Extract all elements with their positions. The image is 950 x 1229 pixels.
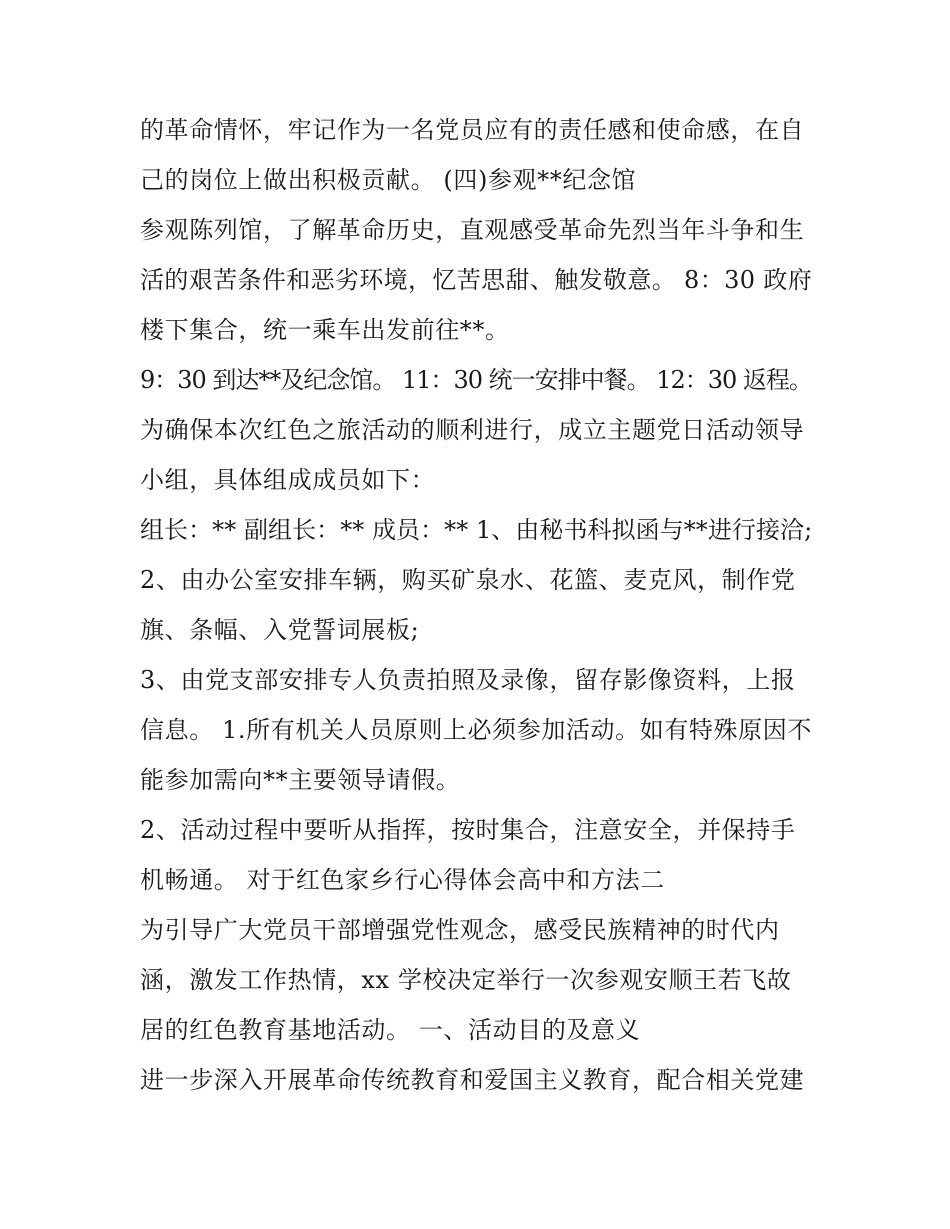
text-line: 小组，具体组成成员如下： (140, 466, 436, 494)
text-line: 为确保本次红色之旅活动的顺利进行，成立主题党日活动领导 (140, 416, 805, 444)
text-line: 2、活动过程中要听从指挥，按时集合，注意安全，并保持手 (140, 816, 796, 844)
text-line: 居的红色教育基地活动。 一、活动目的及意义 (140, 1016, 641, 1044)
text-line: 信息。 1.所有机关人员原则上必须参加活动。如有特殊原因不 (140, 716, 812, 744)
text-line: 组长：** 副组长：** 成员：** 1、由秘书科拟函与**进行接洽; (140, 516, 813, 544)
text-line: 2、由办公室安排车辆，购买矿泉水、花篮、麦克风，制作党 (140, 566, 796, 594)
text-line: 旗、条幅、入党誓词展板; (140, 616, 420, 644)
text-line: 活的艰苦条件和恶劣环境，忆苦思甜、触发敬意。 8：30 政府 (140, 266, 813, 294)
text-line: 的革命情怀，牢记作为一名党员应有的责任感和使命感，在自 (140, 116, 805, 144)
text-line: 3、由党支部安排专人负责拍照及录像，留存影像资料，上报 (140, 666, 796, 694)
text-line: 9：30 到达**及纪念馆。 11：30 统一安排中餐。 12：30 返程。 (140, 366, 812, 394)
text-line: 涵，激发工作热情，xx 学校决定举行一次参观安顺王若飞故 (140, 966, 792, 994)
text-line: 己的岗位上做出积极贡献。 (四)参观**纪念馆 (140, 166, 637, 194)
text-line: 能参加需向**主要领导请假。 (140, 766, 461, 794)
text-line: 为引导广大党员干部增强党性观念，感受民族精神的时代内 (140, 916, 780, 944)
text-line: 参观陈列馆，了解革命历史，直观感受革命先烈当年斗争和生 (140, 216, 805, 244)
text-line: 楼下集合，统一乘车出发前往**。 (140, 316, 510, 344)
text-line: 进一步深入开展革命传统教育和爱国主义教育，配合相关党建 (140, 1066, 805, 1094)
text-line: 机畅通。 对于红色家乡行心得体会高中和方法二 (140, 866, 665, 894)
